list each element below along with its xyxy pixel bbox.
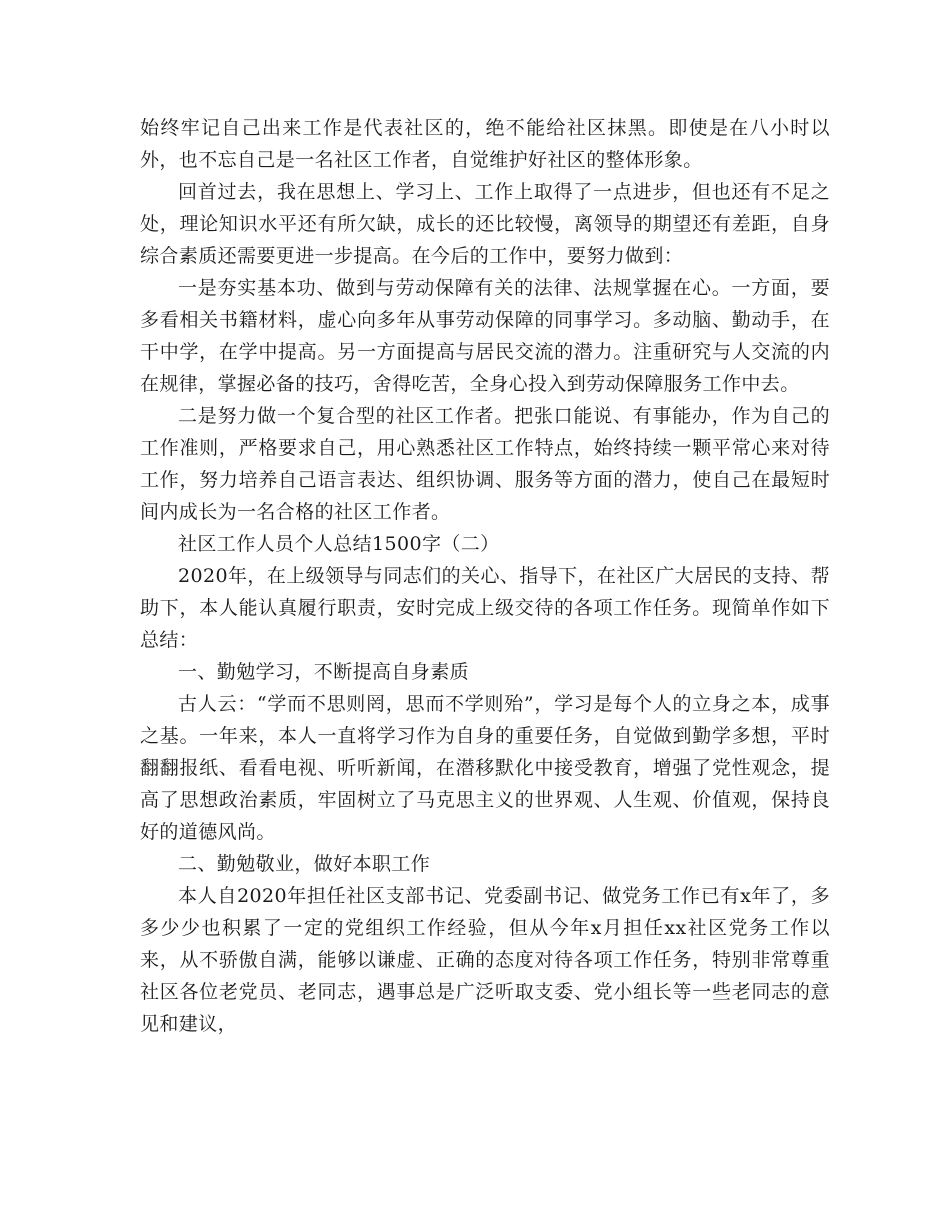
document-body — [140, 112, 830, 1040]
subheading-work: 二、勤勉敬业，做好本职工作 — [178, 853, 431, 875]
paragraph-intro-2020: 2020年，在上级领导与同志们的关心、指导下，在社区广大居民的支持、帮助下，本人能认真履行职责，安时完成上级交待的各项工作任务。现简单作如下总结： — [140, 565, 830, 651]
paragraph-point-one: 一是夯实基本功、做到与劳动保障有关的法律、法规掌握在心。一方面，要多看相关书籍材料，虚心向多年从事劳动保障的同事学习。多动脑、勤动手，在干中学，在学中提高。另一方面提高与居民交流的潜力。注重研究与人交流的内在规律，掌握必备的技巧，舍得吃苦，全身心投入到劳动保障服务工作中去。 — [140, 277, 830, 395]
paragraph-work: 本人自2020年担任社区支部书记、党委副书记、做党务工作已有x年了，多多少少也积累了一定的党组织工作经验，但从今年x月担任xx社区党务工作以来，从不骄傲自满，能够以谦虚、正确的态度对待各项工作任务，特别非常尊重社区各位老党员、老同志，遇事总是广泛听取支委、党小组长等一些老同志的意见和建议， — [140, 885, 830, 1035]
section-title: 社区工作人员个人总结1500字（二） — [178, 533, 500, 555]
paragraph-point-two: 二是努力做一个复合型的社区工作者。把张口能说、有事能办，作为自己的工作准则，严格要求自己，用心熟悉社区工作特点，始终持续一颗平常心来对待工作，努力培养自己语言表达、组织协调、服务等方面的潜力，使自己在最短时间内成长为一名合格的社区工作者。 — [140, 405, 830, 523]
paragraph-study: 古人云：“学而不思则罔，思而不学则殆”，学习是每个人的立身之本，成事之基。一年来，本人一直将学习作为自身的重要任务，自觉做到勤学多想，平时翻翻报纸、看看电视、听听新闻，在潜移默化中接受教育，增强了党性观念，提高了思想政治素质，牢固树立了马克思主义的世界观、人生观、价值观，保持良好的道德风尚。 — [140, 693, 830, 843]
paragraph-continuation: 始终牢记自己出来工作是代表社区的，绝不能给社区抹黑。即使是在八小时以外，也不忘自己是一名社区工作者，自觉维护好社区的整体形象。 — [140, 117, 830, 171]
paragraph-review: 回首过去，我在思想上、学习上、工作上取得了一点进步，但也还有不足之处，理论知识水平还有所欠缺，成长的还比较慢，离领导的期望还有差距，自身综合素质还需要更进一步提高。在今后的工作中，要努力做到： — [140, 181, 830, 267]
subheading-study: 一、勤勉学习，不断提高自身素质 — [178, 661, 470, 683]
